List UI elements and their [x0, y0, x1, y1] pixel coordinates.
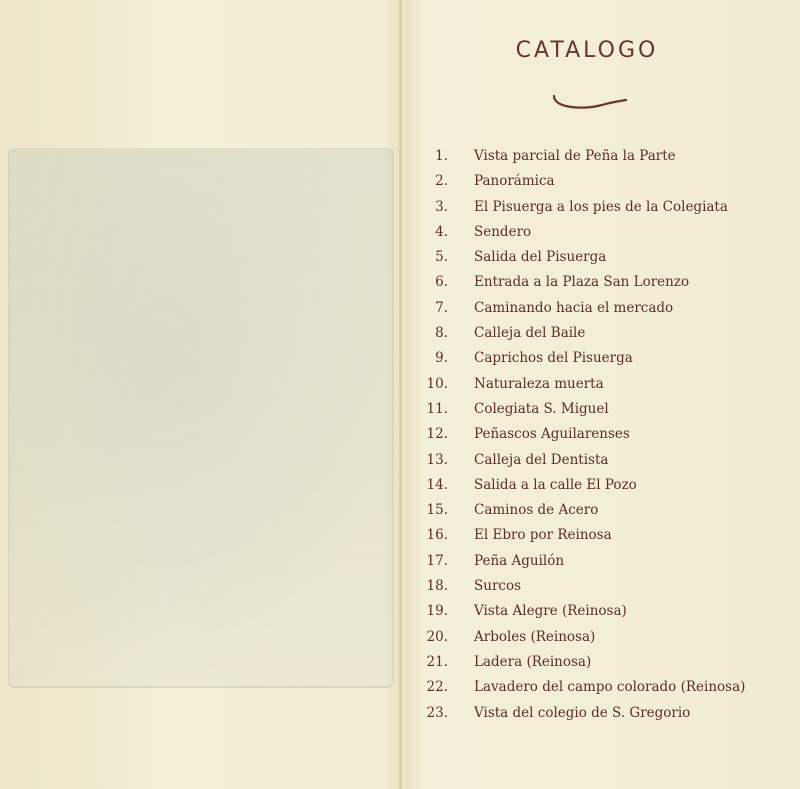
catalog-item-number: 18. — [426, 578, 448, 595]
catalog-item — [410, 652, 790, 677]
catalog-item-title: Peñascos Aguilarenses — [474, 426, 630, 443]
catalog-item-number: 6. — [435, 274, 448, 291]
catalog-item — [410, 247, 790, 272]
catalog-item-title: Calleja del Baile — [474, 325, 586, 342]
catalog-item — [410, 374, 790, 399]
catalog-item — [410, 399, 790, 424]
catalog-item — [410, 677, 790, 702]
center-fold — [398, 0, 406, 789]
catalog-item-title: Vista Alegre (Reinosa) — [474, 603, 627, 620]
catalog-title: CATALOGO — [515, 38, 659, 63]
catalog-item-number: 8. — [435, 325, 448, 342]
catalog-item-title: Vista parcial de Peña la Parte — [474, 148, 676, 164]
catalog-item — [410, 298, 790, 323]
catalog-item-number: 15. — [426, 502, 448, 519]
catalog-item-title: Calleja del Dentista — [474, 451, 609, 468]
catalog-item-title: Salida a la calle El Pozo — [474, 476, 637, 493]
catalog-item — [410, 500, 790, 525]
catalog-item-number: 14. — [426, 476, 448, 493]
catalog-item-title: Lavadero del campo colorado (Reinosa) — [474, 679, 746, 696]
catalog-item — [410, 450, 790, 475]
catalog-item-number: 1. — [435, 148, 448, 164]
catalog-item-title: Vista del colegio de S. Gregorio — [474, 704, 691, 721]
catalog-item — [410, 525, 790, 550]
catalog-item-number: 10. — [426, 375, 448, 392]
catalog-list — [410, 146, 790, 728]
catalog-item-number: 9. — [435, 350, 448, 367]
catalog-item-number: 21. — [426, 653, 448, 670]
catalog-item — [410, 703, 790, 728]
catalog-item-title: El Pisuerga a los pies de la Colegiata — [474, 198, 728, 215]
catalog-item-number: 17. — [426, 552, 448, 569]
catalog-item-number: 12. — [426, 426, 448, 443]
decorative-swash-icon — [552, 92, 628, 114]
show-through-artwork — [8, 148, 394, 688]
catalog-item-title: Peña Aguilón — [474, 552, 565, 569]
catalog-item-title: Colegiata S. Miguel — [474, 400, 609, 417]
catalog-item-title: Salida del Pisuerga — [474, 249, 607, 266]
catalog-item-title: Caminos de Acero — [474, 502, 599, 519]
catalog-item-title: El Ebro por Reinosa — [474, 527, 612, 544]
catalog-item-title: Caprichos del Pisuerga — [474, 350, 633, 367]
catalog-item — [410, 323, 790, 348]
catalog-item-number: 7. — [435, 299, 448, 316]
catalog-item-number: 20. — [426, 628, 448, 645]
catalog-item-title: Caminando hacia el mercado — [474, 299, 674, 316]
catalog-item — [410, 171, 790, 196]
catalog-item-title: Panorámica — [474, 173, 555, 190]
catalog-item — [410, 475, 790, 500]
catalog-item-title: Ladera (Reinosa) — [474, 653, 592, 670]
catalog-item-title: Sendero — [474, 223, 532, 240]
catalog-item-title: Naturaleza muerta — [474, 375, 604, 392]
catalog-item-number: 22. — [426, 679, 448, 696]
catalog-item-number: 19. — [426, 603, 448, 620]
catalog-item — [410, 197, 790, 222]
catalog-item — [410, 601, 790, 626]
catalog-item — [410, 222, 790, 247]
catalog-item-title: Surcos — [474, 578, 522, 595]
catalog-item-number: 5. — [435, 249, 448, 266]
catalog-item-number: 23. — [426, 704, 448, 721]
catalog-item — [410, 272, 790, 297]
catalog-item — [410, 627, 790, 652]
catalog-item-number: 3. — [435, 198, 448, 215]
catalog-item — [410, 146, 790, 171]
catalog-item — [410, 551, 790, 576]
catalog-item — [410, 348, 790, 373]
catalog-item-number: 2. — [435, 173, 448, 190]
catalog-item — [410, 576, 790, 601]
catalog-item-number: 11. — [426, 400, 448, 417]
catalog-item-number: 13. — [426, 451, 448, 468]
catalog-item-title: Arboles (Reinosa) — [474, 628, 596, 645]
catalog-item-number: 4. — [435, 223, 448, 240]
catalog-item — [410, 424, 790, 449]
catalog-item-title: Entrada a la Plaza San Lorenzo — [474, 274, 690, 291]
catalog-item-number: 16. — [426, 527, 448, 544]
